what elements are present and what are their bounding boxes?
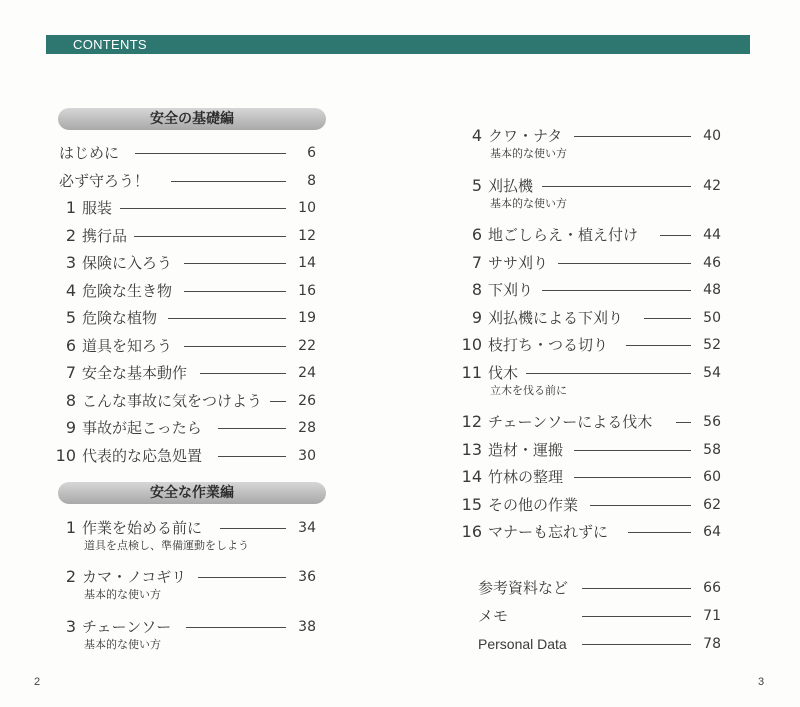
- toc-page: 50: [703, 310, 721, 326]
- leader-line: [270, 401, 286, 402]
- toc-label: 必ず守ろう！: [59, 172, 150, 190]
- toc-label: 危険な植物: [82, 309, 158, 327]
- leader-line: [628, 532, 691, 533]
- leader-line: [134, 236, 286, 237]
- toc-label: はじめに: [59, 144, 120, 162]
- leader-line: [542, 290, 691, 291]
- toc-entry[interactable]: [65, 390, 316, 412]
- toc-number: 5: [65, 308, 76, 327]
- toc-page: 36: [298, 569, 316, 585]
- toc-page: 78: [703, 636, 721, 652]
- leader-line: [590, 505, 691, 506]
- toc-label: 服装: [82, 199, 113, 217]
- toc-page: 10: [298, 200, 316, 216]
- leader-line: [184, 291, 286, 292]
- toc-entry[interactable]: [59, 142, 316, 164]
- leader-line: [574, 450, 691, 451]
- toc-number: 6: [65, 336, 76, 355]
- toc-label: 下刈り: [488, 281, 534, 299]
- toc-label: 危険な生き物: [82, 282, 173, 300]
- page-number-right: 3: [758, 676, 765, 688]
- leader-line: [186, 627, 286, 628]
- toc-number: 8: [65, 391, 76, 410]
- toc-label: 地ごしらえ・植え付け: [488, 226, 639, 244]
- toc-label: チェーンソーによる伐木: [488, 413, 653, 431]
- leader-line: [660, 235, 691, 236]
- toc-number: 3: [65, 253, 76, 272]
- toc-page: 38: [298, 619, 316, 635]
- toc-entry[interactable]: [461, 439, 721, 461]
- leader-line: [184, 346, 286, 347]
- toc-entry[interactable]: [65, 362, 316, 384]
- toc-page: 30: [298, 448, 316, 464]
- toc-page: 28: [298, 420, 316, 436]
- leader-line: [558, 263, 691, 264]
- leader-line: [200, 373, 286, 374]
- toc-entry[interactable]: [471, 252, 721, 274]
- toc-page: 19: [298, 310, 316, 326]
- toc-number: 1: [65, 518, 76, 537]
- toc-label: カマ・ノコギリ: [82, 568, 187, 586]
- toc-number: 2: [65, 226, 76, 245]
- toc-entry[interactable]: [65, 417, 316, 439]
- toc-entry[interactable]: [55, 445, 316, 467]
- leader-line: [526, 373, 691, 374]
- toc-label: こんな事故に気をつけよう: [82, 392, 263, 410]
- toc-page: 34: [298, 520, 316, 536]
- toc-number: 15: [461, 495, 482, 514]
- toc-number: 12: [461, 412, 482, 431]
- toc-page: 24: [298, 365, 316, 381]
- toc-entry[interactable]: [471, 175, 721, 210]
- toc-number: 4: [471, 126, 482, 145]
- toc-subtitle: 基本的な使い方: [84, 588, 161, 601]
- toc-label: 保険に入ろう: [82, 254, 173, 272]
- toc-entry[interactable]: [65, 616, 316, 651]
- page-number-left: 2: [34, 676, 41, 688]
- toc-entry-memo[interactable]: [478, 605, 721, 627]
- leader-line: [184, 263, 286, 264]
- toc-subtitle: 立木を伐る前に: [490, 384, 567, 397]
- leader-line: [676, 422, 691, 423]
- toc-entry[interactable]: [65, 307, 316, 329]
- leader-line: [582, 616, 691, 617]
- toc-label: マナーも忘れずに: [488, 523, 609, 541]
- toc-entry[interactable]: [461, 334, 721, 356]
- toc-subtitle: 基本的な使い方: [490, 197, 567, 210]
- leader-line: [574, 136, 691, 137]
- leader-line: [120, 208, 286, 209]
- toc-entry[interactable]: [59, 170, 316, 192]
- toc-page: 6: [307, 145, 316, 161]
- toc-label: 造材・運搬: [488, 441, 564, 459]
- toc-number: 8: [471, 280, 482, 299]
- toc-entry[interactable]: [461, 521, 721, 543]
- toc-page: 60: [703, 469, 721, 485]
- toc-entry[interactable]: [471, 279, 721, 301]
- toc-page: 64: [703, 524, 721, 540]
- toc-label: 枝打ち・つる切り: [488, 336, 609, 354]
- leader-line: [582, 588, 691, 589]
- toc-label: ササ刈り: [488, 254, 549, 272]
- toc-entry[interactable]: [65, 280, 316, 302]
- contents-title: CONTENTS: [73, 37, 147, 52]
- toc-number: 10: [55, 446, 76, 465]
- toc-number: 11: [461, 363, 482, 382]
- toc-number: 7: [471, 253, 482, 272]
- toc-entry[interactable]: [65, 517, 316, 552]
- leader-line: [218, 428, 286, 429]
- toc-entry[interactable]: [65, 225, 316, 247]
- toc-number: 10: [461, 335, 482, 354]
- toc-page: 58: [703, 442, 721, 458]
- leader-line: [171, 181, 286, 182]
- toc-page: 46: [703, 255, 721, 271]
- leader-line: [626, 345, 691, 346]
- toc-label: 事故が起こったら: [82, 419, 202, 437]
- toc-entry-personal-data[interactable]: [478, 633, 721, 655]
- toc-entry[interactable]: [471, 307, 721, 329]
- leader-line: [198, 577, 286, 578]
- toc-subtitle: 基本的な使い方: [490, 147, 567, 160]
- toc-page: 42: [703, 178, 721, 194]
- toc-page: 26: [298, 393, 316, 409]
- toc-page: 66: [703, 580, 721, 596]
- toc-number: 16: [461, 522, 482, 541]
- toc-entry[interactable]: [65, 566, 316, 601]
- toc-number: 7: [65, 363, 76, 382]
- toc-entry[interactable]: [461, 362, 721, 397]
- contents-header-bar: [46, 35, 750, 54]
- toc-number: 13: [461, 440, 482, 459]
- toc-entry[interactable]: [471, 224, 721, 246]
- toc-entry[interactable]: [461, 466, 721, 488]
- toc-page: 54: [703, 365, 721, 381]
- toc-number: 14: [461, 467, 482, 486]
- leader-line: [574, 477, 691, 478]
- section-heading-safe-work: 安全な作業編: [58, 482, 326, 504]
- toc-label: クワ・ナタ: [488, 127, 563, 145]
- toc-label: その他の作業: [488, 496, 579, 514]
- toc-entry[interactable]: [461, 494, 721, 516]
- toc-label: メモ: [478, 607, 509, 625]
- toc-page: 40: [703, 128, 721, 144]
- toc-label: 携行品: [82, 227, 128, 245]
- leader-line: [542, 186, 691, 187]
- toc-page: 8: [307, 173, 316, 189]
- toc-label: 作業を始める前に: [82, 519, 203, 537]
- toc-page: 16: [298, 283, 316, 299]
- toc-number: 4: [65, 281, 76, 300]
- toc-page: 56: [703, 414, 721, 430]
- toc-entry[interactable]: [461, 411, 721, 433]
- toc-page: 14: [298, 255, 316, 271]
- toc-page: 52: [703, 337, 721, 353]
- toc-number: 2: [65, 567, 76, 586]
- toc-entry-reference[interactable]: [478, 577, 721, 599]
- toc-label: チェーンソー: [82, 618, 172, 636]
- toc-number: 1: [65, 198, 76, 217]
- toc-label: 伐木: [488, 364, 519, 382]
- leader-line: [582, 644, 691, 645]
- toc-number: 5: [471, 176, 482, 195]
- toc-entry[interactable]: [65, 252, 316, 274]
- leader-line: [218, 456, 286, 457]
- toc-subtitle: 基本的な使い方: [84, 638, 161, 651]
- toc-entry[interactable]: [65, 197, 316, 219]
- section-heading-basics: 安全の基礎編: [58, 108, 326, 130]
- toc-label: 道具を知ろう: [82, 337, 173, 355]
- leader-line: [135, 153, 286, 154]
- toc-page: 62: [703, 497, 721, 513]
- toc-number: 6: [471, 225, 482, 244]
- leader-line: [168, 318, 286, 319]
- toc-number: 3: [65, 617, 76, 636]
- toc-label: 竹林の整理: [488, 468, 564, 486]
- toc-label: 刈払機: [488, 177, 534, 195]
- leader-line: [220, 528, 286, 529]
- toc-page: 48: [703, 282, 721, 298]
- toc-entry[interactable]: [65, 335, 316, 357]
- toc-label: 刈払機による下刈り: [488, 309, 624, 327]
- toc-label: 参考資料など: [478, 579, 569, 597]
- toc-entry[interactable]: [471, 125, 721, 160]
- toc-number: 9: [471, 308, 482, 327]
- leader-line: [644, 318, 691, 319]
- toc-subtitle: 道具を点検し、準備運動をしよう: [84, 539, 249, 552]
- toc-page: 44: [703, 227, 721, 243]
- toc-label: Personal Data: [478, 636, 567, 652]
- toc-page: 71: [703, 608, 721, 624]
- toc-number: 9: [65, 418, 76, 437]
- toc-label: 代表的な応急処置: [82, 447, 203, 465]
- toc-page: 12: [298, 228, 316, 244]
- toc-page: 22: [298, 338, 316, 354]
- toc-label: 安全な基本動作: [82, 364, 188, 382]
